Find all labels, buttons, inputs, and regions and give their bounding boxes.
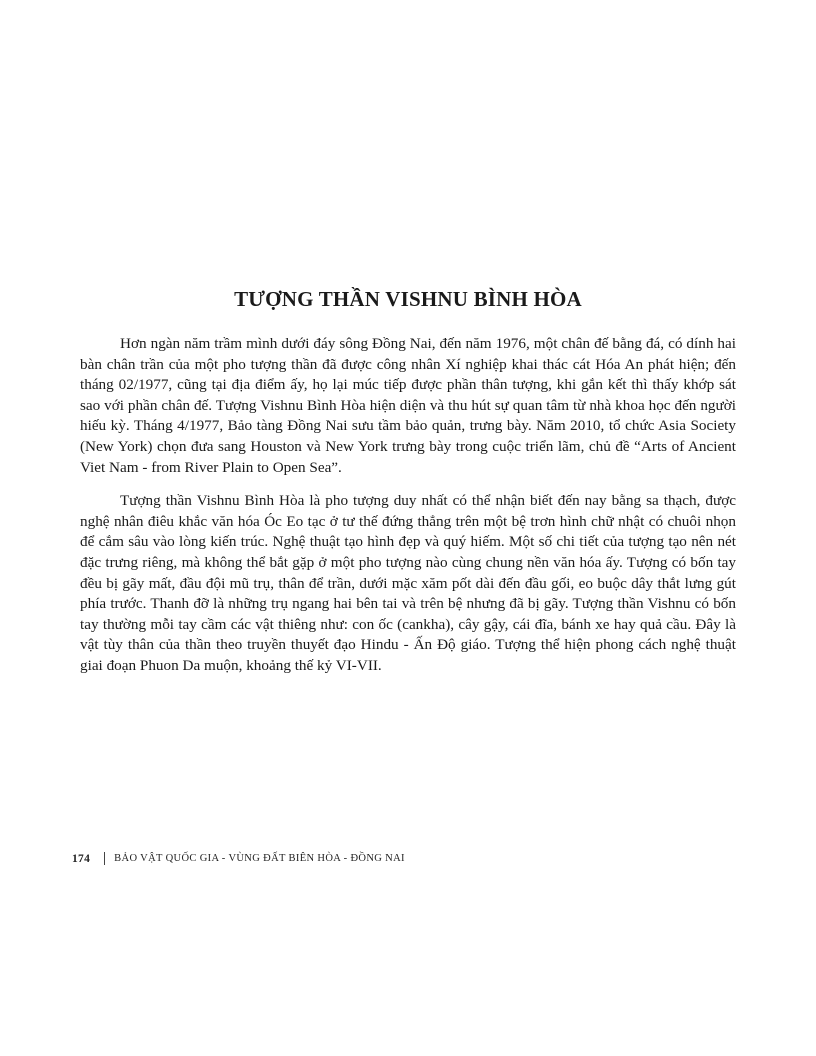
article-body (80, 334, 736, 690)
footer-divider (104, 852, 105, 865)
page-number: 174 (72, 852, 91, 865)
paragraph-description: Tượng thần Vishnu Bình Hòa là pho tượng duy nhất có thể nhận biết đến nay bằng sa thạch, được nghệ nhân điêu khắc văn hóa Óc Eo tạc ở tư thế đứng thẳng trên một bệ trơn hình chữ nhật có chuôi nhọn để cắm sâu vào lòng kiến trúc. Nghệ thuật tạo hình đẹp và quý hiếm. Một số chi tiết của tượng tạo nên nét đặc trưng riêng, mà không thể bắt gặp ở một pho tượng nào cùng chung nền văn hóa ấy. Tượng có bốn tay đều bị gãy mất, đầu đội mũ trụ, thân để trần, dưới mặc xăm pốt dài đến đầu gối, eo buộc dây thắt lưng gút phía trước. Thanh đỡ là những trụ ngang hai bên tai và trên bệ nhưng đã bị gãy. Tượng thần Vishnu có bốn tay thường mỗi tay cầm các vật thiêng như: con ốc (cankha), cây gậy, cái đĩa, bánh xe hay quả cầu. Đây là vật tùy thân của thần theo truyền thuyết đạo Hindu - Ấn Độ giáo. Tượng thể hiện phong cách nghệ thuật giai đoạn Phuon Da muộn, khoảng thế kỷ VI-VII. (80, 492, 736, 674)
paragraph-discovery: Hơn ngàn năm trầm mình dưới đáy sông Đồng Nai, đến năm 1976, một chân đế bằng đá, có dính hai bàn chân trần của một pho tượng thần đã được công nhân Xí nghiệp khai thác cát Hóa An phát hiện; đến tháng 02/1977, cũng tại địa điểm ấy, họ lại múc tiếp được phần thân tượng, khi gắn kết thì thấy khớp sát sao với phần chân đế. Tượng Vishnu Bình Hòa hiện diện và thu hút sự quan tâm từ nhà khoa học đến người hiếu kỳ. Tháng 4/1977, Bảo tàng Đồng Nai sưu tầm bảo quản, trưng bày. Năm 2010, tổ chức Asia Society (New York) chọn đưa sang Houston và New York trưng bày trong cuộc triển lãm, chủ đề “Arts of Ancient Viet Nam - from River Plain to Open Sea”. (80, 335, 736, 476)
article-title: TƯỢNG THẦN VISHNU BÌNH HÒA (234, 287, 582, 311)
running-title: BẢO VẬT QUỐC GIA - VÙNG ĐẤT BIÊN HÒA - ĐỒNG NAI (114, 853, 405, 864)
page-footer (72, 852, 405, 865)
